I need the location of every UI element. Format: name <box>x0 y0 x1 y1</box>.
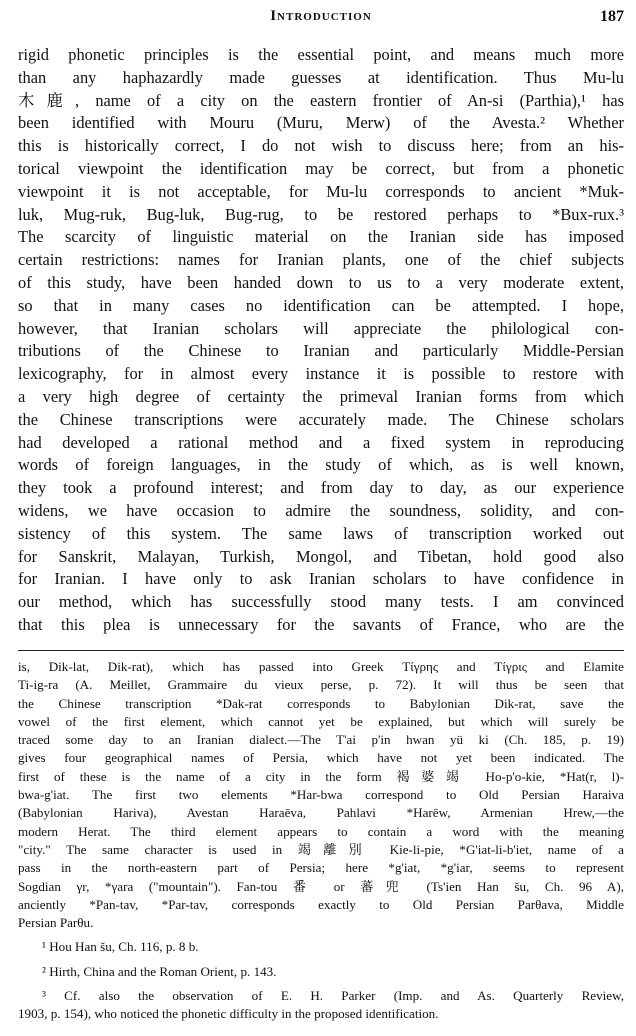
footnote-3-continued: 1903, p. 154), who noticed the phonetic difficulty in the proposed identification. <box>18 1006 439 1022</box>
footnote-line: first of these is the name of a city in the form 褐婆竭 Ho-p'o-kie, *Hat(r, l)- <box>18 768 624 784</box>
footnote-line: anciently *Pan-tav, *Par-tav, corresponds exactly to Old Persian Parθava, Middle <box>18 896 624 912</box>
body-line: so that in many cases no identification can be attempted. I hope, <box>18 295 624 315</box>
body-line: widens, we have occasion to admire the soundness, solidity, and con- <box>18 500 624 520</box>
footnote-divider <box>18 650 624 651</box>
body-line: rigid phonetic principles is the essential point, and means much more <box>18 45 624 64</box>
body-line: The scarcity of linguistic material on the Iranian side has imposed <box>18 227 624 247</box>
footnote-area <box>18 658 624 1024</box>
body-line: our method, which has successfully stood many tests. I am convinced <box>18 592 624 612</box>
body-line: than any haphazardly made guesses at identification. Thus Mu-lu <box>18 67 624 87</box>
running-header <box>18 8 624 32</box>
body-line: of this study, have been handed down to us to a very moderate extent, <box>18 272 624 292</box>
body-text <box>18 44 624 637</box>
footnote-line: is, Dik-lat, Dik-rat), which has passed into Greek Τίγρης and Τίγρις and Elamite <box>18 659 624 674</box>
body-line: 木鹿, name of a city on the eastern frontier of An-si (Parthia),¹ has <box>18 90 624 110</box>
body-line: been identified with Mouru (Muru, Merw) of the Avesta.² Whether <box>18 113 624 133</box>
footnote-line: traced some day to an Iranian dialect.—The T'ai p'in hwan yü ki (Ch. 185, p. 19) <box>18 732 624 748</box>
footnote-1: ¹ Hou Han šu, Ch. 116, p. 8 b. <box>42 939 199 955</box>
footnote-line: the Chinese transcription *Dak-rat corresponds to Babylonian Dik-rat, save the <box>18 695 624 711</box>
body-line: torical viewpoint the identification may be correct, but from a phonetic <box>18 158 624 178</box>
footnote-3: ³ Cf. also the observation of E. H. Parker (Imp. and As. Quarterly Review, <box>42 988 624 1004</box>
body-line: had developed a rational method and a fixed system in reproducing <box>18 432 624 452</box>
running-title: Introduction <box>270 8 372 24</box>
body-line: viewpoint it is not acceptable, for Mu-lu corresponds to ancient *Muk- <box>18 181 624 201</box>
footnote-line: bwa-g'iat. The first two elements *Har-bwa correspond to Old Persian Haraiva <box>18 787 624 803</box>
body-line: however, that Iranian scholars will appreciate the philological con- <box>18 318 624 338</box>
body-line: that this plea is unnecessary for the savants of France, who are the <box>18 614 624 634</box>
body-line: lexicography, for in almost every instance it is possible to restore with <box>18 364 624 384</box>
body-line: tributions of the Chinese to Iranian and particularly Middle-Persian <box>18 341 624 361</box>
body-line: sistency of this system. The same laws of transcription worked out <box>18 523 624 543</box>
body-line: for Iranian. I have only to ask Iranian scholars to have confidence in <box>18 569 624 589</box>
body-line: a very high degree of certainty the primeval Iranian forms from which <box>18 386 624 406</box>
body-line: the Chinese transcriptions were accurately made. The Chinese scholars <box>18 409 624 429</box>
footnote-line: Ti-ig-ra (A. Meillet, Grammaire du vieux perse, p. 72). It will thus be seen that <box>18 677 624 693</box>
body-line: certain restrictions: names for Iranian plants, one of the chief subjects <box>18 250 624 270</box>
footnote-line: pass in the north-eastern part of Persia; here *g'iat, *g'iar, seems to represent <box>18 860 624 876</box>
footnote-line: Persian Parθu. <box>18 915 94 931</box>
body-line: for Sanskrit, Malayan, Turkish, Mongol, and Tibetan, hold good also <box>18 546 624 566</box>
footnote-line: vowel of the first element, which cannot yet be explained, but which will surely be <box>18 713 624 729</box>
body-line: they took a profound interest; and from day to day, as our experience <box>18 478 624 498</box>
footnote-2: ² Hirth, China and the Roman Orient, p. 143. <box>42 963 277 979</box>
body-line: luk, Mug-ruk, Bug-luk, Bug-rug, to be restored perhaps to *Bux-rux.³ <box>18 204 624 224</box>
footnote-line: gives four geographical names of Persia, which have not yet been indicated. The <box>18 750 624 766</box>
footnote-line: (Babylonian Hariva), Avestan Haraēva, Pahlavi *Harēw, Armenian Hrew,—the <box>18 805 624 821</box>
footnote-line: "city." The same character is used in 竭離別 Kie-li-pie, *G'iat-li-b'iet, name of a <box>18 841 624 857</box>
body-line: this is historically correct, I do not wish to discuss here; from an his- <box>18 136 624 156</box>
book-page <box>18 0 624 1036</box>
page-number: 187 <box>600 8 624 25</box>
footnote-line: Sogdian γr, *γara ("mountain"). Fan-tou 番 or 蕃兜 (Ts'ien Han šu, Ch. 96 A), <box>18 878 624 894</box>
body-line: words of foreign languages, in the study of which, as is well known, <box>18 455 624 475</box>
footnote-line: modern Herat. The third element appears to contain a word with the meaning <box>18 823 624 839</box>
